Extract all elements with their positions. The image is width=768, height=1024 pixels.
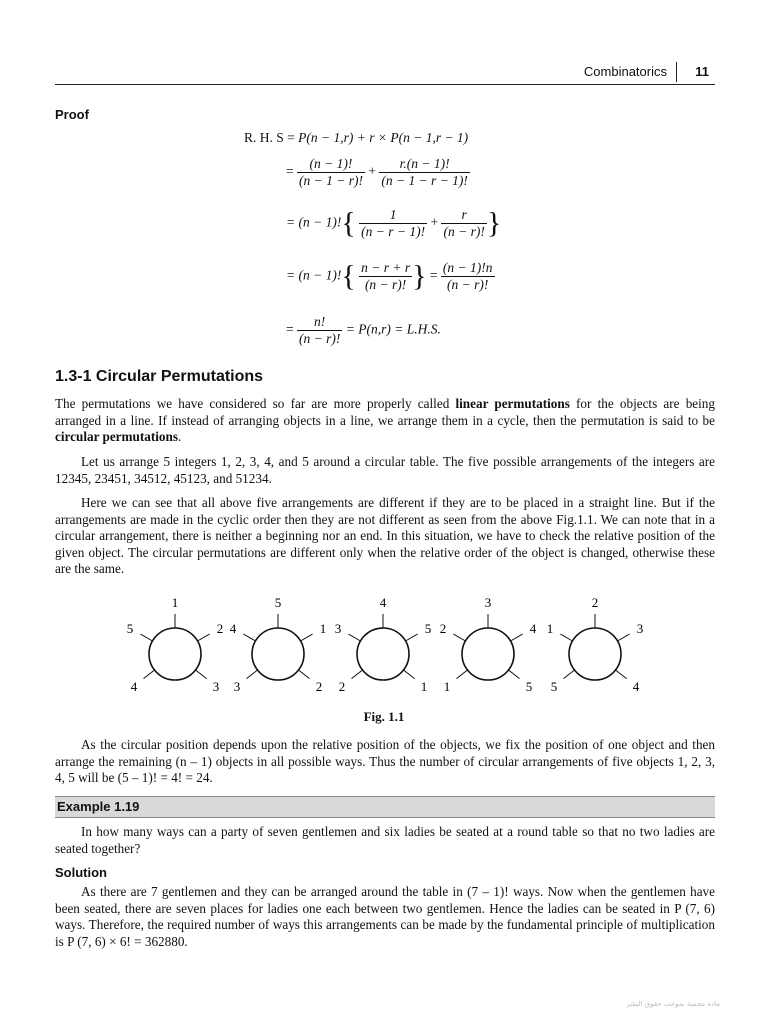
seat-label: 5 (126, 621, 134, 636)
round-table (252, 628, 304, 680)
seat-label: 4 (529, 621, 537, 636)
left-brace: { (341, 206, 356, 240)
right-brace: } (486, 206, 502, 240)
chapter-title: Combinatorics (583, 64, 667, 79)
paragraph-cyclic-order: Here we can see that all above five arrangements are different if they are to be placed in a straight line. But if the arrangements are made in the cyclic order then they are not different as seen from the above Fig.1.1. We can note that in a circular arrangement, there is neither a beginning nor an end. In this situation, we have to check the relative position of the given object. The circular permutations are different only when the relative order of the object is changed, otherwise these are the same. (55, 495, 715, 576)
denominator: (n − r − 1)! (361, 224, 426, 239)
seat-label: 4 (229, 621, 237, 636)
seat-label: 3 (636, 621, 644, 636)
seat-spoke (298, 670, 309, 679)
fraction (359, 207, 427, 240)
circle-arrangement (547, 595, 644, 694)
right-brace: } (412, 259, 427, 293)
seat-spoke (406, 634, 418, 641)
equation-line-5 (286, 314, 441, 347)
seat-label: 2 (591, 595, 599, 610)
example-question: In how many ways can a party of seven gentlemen and six ladies be seated at a round table so that no two ladies are seated together? (55, 824, 715, 856)
seat-spoke (508, 670, 519, 679)
seat-spoke (563, 670, 574, 679)
seat-spoke (246, 670, 257, 679)
circle-arrangement (230, 595, 327, 694)
seat-label: 4 (130, 679, 138, 695)
seat-label: 1 (319, 621, 327, 636)
seat-spoke (351, 670, 362, 679)
seat-spoke (143, 670, 154, 679)
factor: = (n − 1)! (286, 267, 342, 283)
plus-sign: + (368, 163, 376, 179)
seat-spoke (348, 634, 360, 641)
seat-spoke (301, 634, 313, 641)
watermark: مادة محمية بموجب حقوق النشر (626, 1000, 720, 1008)
denominator: (n − 1 − r)! (299, 173, 363, 188)
seat-label: 2 (315, 679, 323, 695)
numerator: n! (297, 314, 342, 331)
fraction (297, 314, 342, 347)
header-divider (676, 62, 677, 82)
factor: = (n − 1)! (286, 214, 342, 230)
round-table (149, 628, 201, 680)
seat-label: 5 (424, 621, 432, 636)
term-circular-permutations: circular permutations (55, 429, 178, 444)
seat-spoke (195, 670, 206, 679)
round-table (357, 628, 409, 680)
equation-line-1 (244, 130, 468, 146)
seat-spoke (453, 634, 465, 641)
numerator: (n − 1)!n (442, 260, 493, 275)
figure-caption: Fig. 1.1 (363, 709, 405, 724)
left-brace: { (341, 259, 356, 293)
fraction (359, 260, 412, 293)
equation-line-3 (286, 207, 501, 240)
solution-heading: Solution (55, 865, 107, 880)
seat-spoke (560, 634, 572, 641)
seat-label: 4 (632, 679, 640, 695)
seat-label: 5 (550, 679, 558, 695)
seat-label: 5 (525, 679, 533, 695)
round-table (462, 628, 514, 680)
numerator: (n − 1)! (297, 156, 365, 173)
numerator: 1 (359, 207, 427, 224)
term-linear-permutations: linear permutations (455, 396, 570, 411)
circle-arrangement (335, 595, 432, 694)
equals-sign: = (429, 267, 438, 283)
equals-sign: = (286, 163, 294, 179)
example-title: Example 1.19 (57, 799, 140, 814)
figure-circular-arrangements (0, 588, 768, 708)
rhs-expression: P(n − 1,r) + r × P(n − 1,r − 1) (298, 130, 469, 145)
seat-spoke (615, 670, 626, 679)
numerator: r (441, 207, 486, 224)
fraction (441, 260, 495, 293)
denominator: (n − r)! (364, 277, 407, 292)
denominator: (n − r)! (443, 224, 485, 239)
seat-spoke (511, 634, 523, 641)
equation-line-2 (286, 156, 470, 189)
result: = P(n,r) = L.H.S. (345, 321, 441, 337)
seat-spoke (618, 634, 630, 641)
section-heading: 1.3-1 Circular Permutations (55, 368, 264, 385)
solution-text: As there are 7 gentlemen and they can be arranged around the table in (7 – 1)! ways. Now when the gentlemen have been seated, there are seven places for ladies one each between two gentlemen. Hence the ladies can be seated in P (7, 6) ways. Therefore, the required number of ways this arrangements can be made by the fundamental principle of multiplication is P (7, 6) × 6! = 362880. (55, 884, 715, 949)
text: The permutations we have considered so far are more properly called (55, 396, 456, 411)
numerator: n − r + r (361, 260, 411, 275)
seat-label: 2 (216, 621, 224, 636)
seat-label: 1 (443, 679, 451, 695)
page-number: 11 (695, 64, 709, 79)
seat-label: 2 (338, 679, 346, 695)
rhs-label: R. H. S = (244, 130, 295, 145)
denominator: (n − r)! (447, 277, 489, 292)
text: for the objects are being arranged in a line. If instead of arranging objects in a line, we arrange them in a cycle, then the permutation is said to be (55, 396, 715, 428)
example-title-bar (55, 796, 715, 818)
seat-label: 3 (212, 679, 220, 695)
paragraph-linear-permutations (55, 396, 715, 446)
seat-spoke (403, 670, 414, 679)
denominator: (n − r)! (299, 331, 341, 346)
equals-sign: = (286, 321, 294, 337)
equation-line-4 (286, 260, 495, 293)
paragraph-circular-count: As the circular position depends upon the relative position of the objects, we fix the position of one object and then arrange the remaining (n – 1) objects in all possible ways. Thus the number of circular arrangements of five objects 1, 2, 3, 4, 5 will be (5 – 1)! = 4! = 24. (55, 737, 715, 785)
seat-spoke (140, 634, 152, 641)
text: . (177, 429, 182, 444)
round-table (569, 628, 621, 680)
circle-arrangement (127, 595, 224, 694)
seat-label: 1 (420, 679, 428, 695)
seat-label: 1 (171, 595, 179, 610)
paragraph-arrangements: Let us arrange 5 integers 1, 2, 3, 4, and 5 around a circular table. The five possible arrangements of the integers are 12345, 23451, 34512, 45123, and 51234. (55, 454, 715, 486)
fraction (379, 156, 470, 189)
seat-spoke (243, 634, 255, 641)
denominator: (n − 1 − r − 1)! (381, 173, 468, 188)
circle-arrangement (440, 595, 537, 694)
seat-label: 4 (379, 595, 387, 610)
proof-heading: Proof (55, 107, 89, 122)
numerator: r.(n − 1)! (379, 156, 470, 173)
seat-label: 3 (334, 621, 342, 636)
seat-label: 1 (546, 621, 554, 636)
fraction (441, 207, 486, 240)
seat-label: 5 (274, 595, 282, 610)
seat-label: 3 (233, 679, 241, 695)
fraction (297, 156, 365, 189)
running-header (55, 62, 715, 85)
seat-spoke (456, 670, 467, 679)
seat-label: 3 (484, 595, 492, 610)
seat-label: 2 (439, 621, 447, 636)
plus-sign: + (430, 214, 439, 230)
seat-spoke (198, 634, 210, 641)
